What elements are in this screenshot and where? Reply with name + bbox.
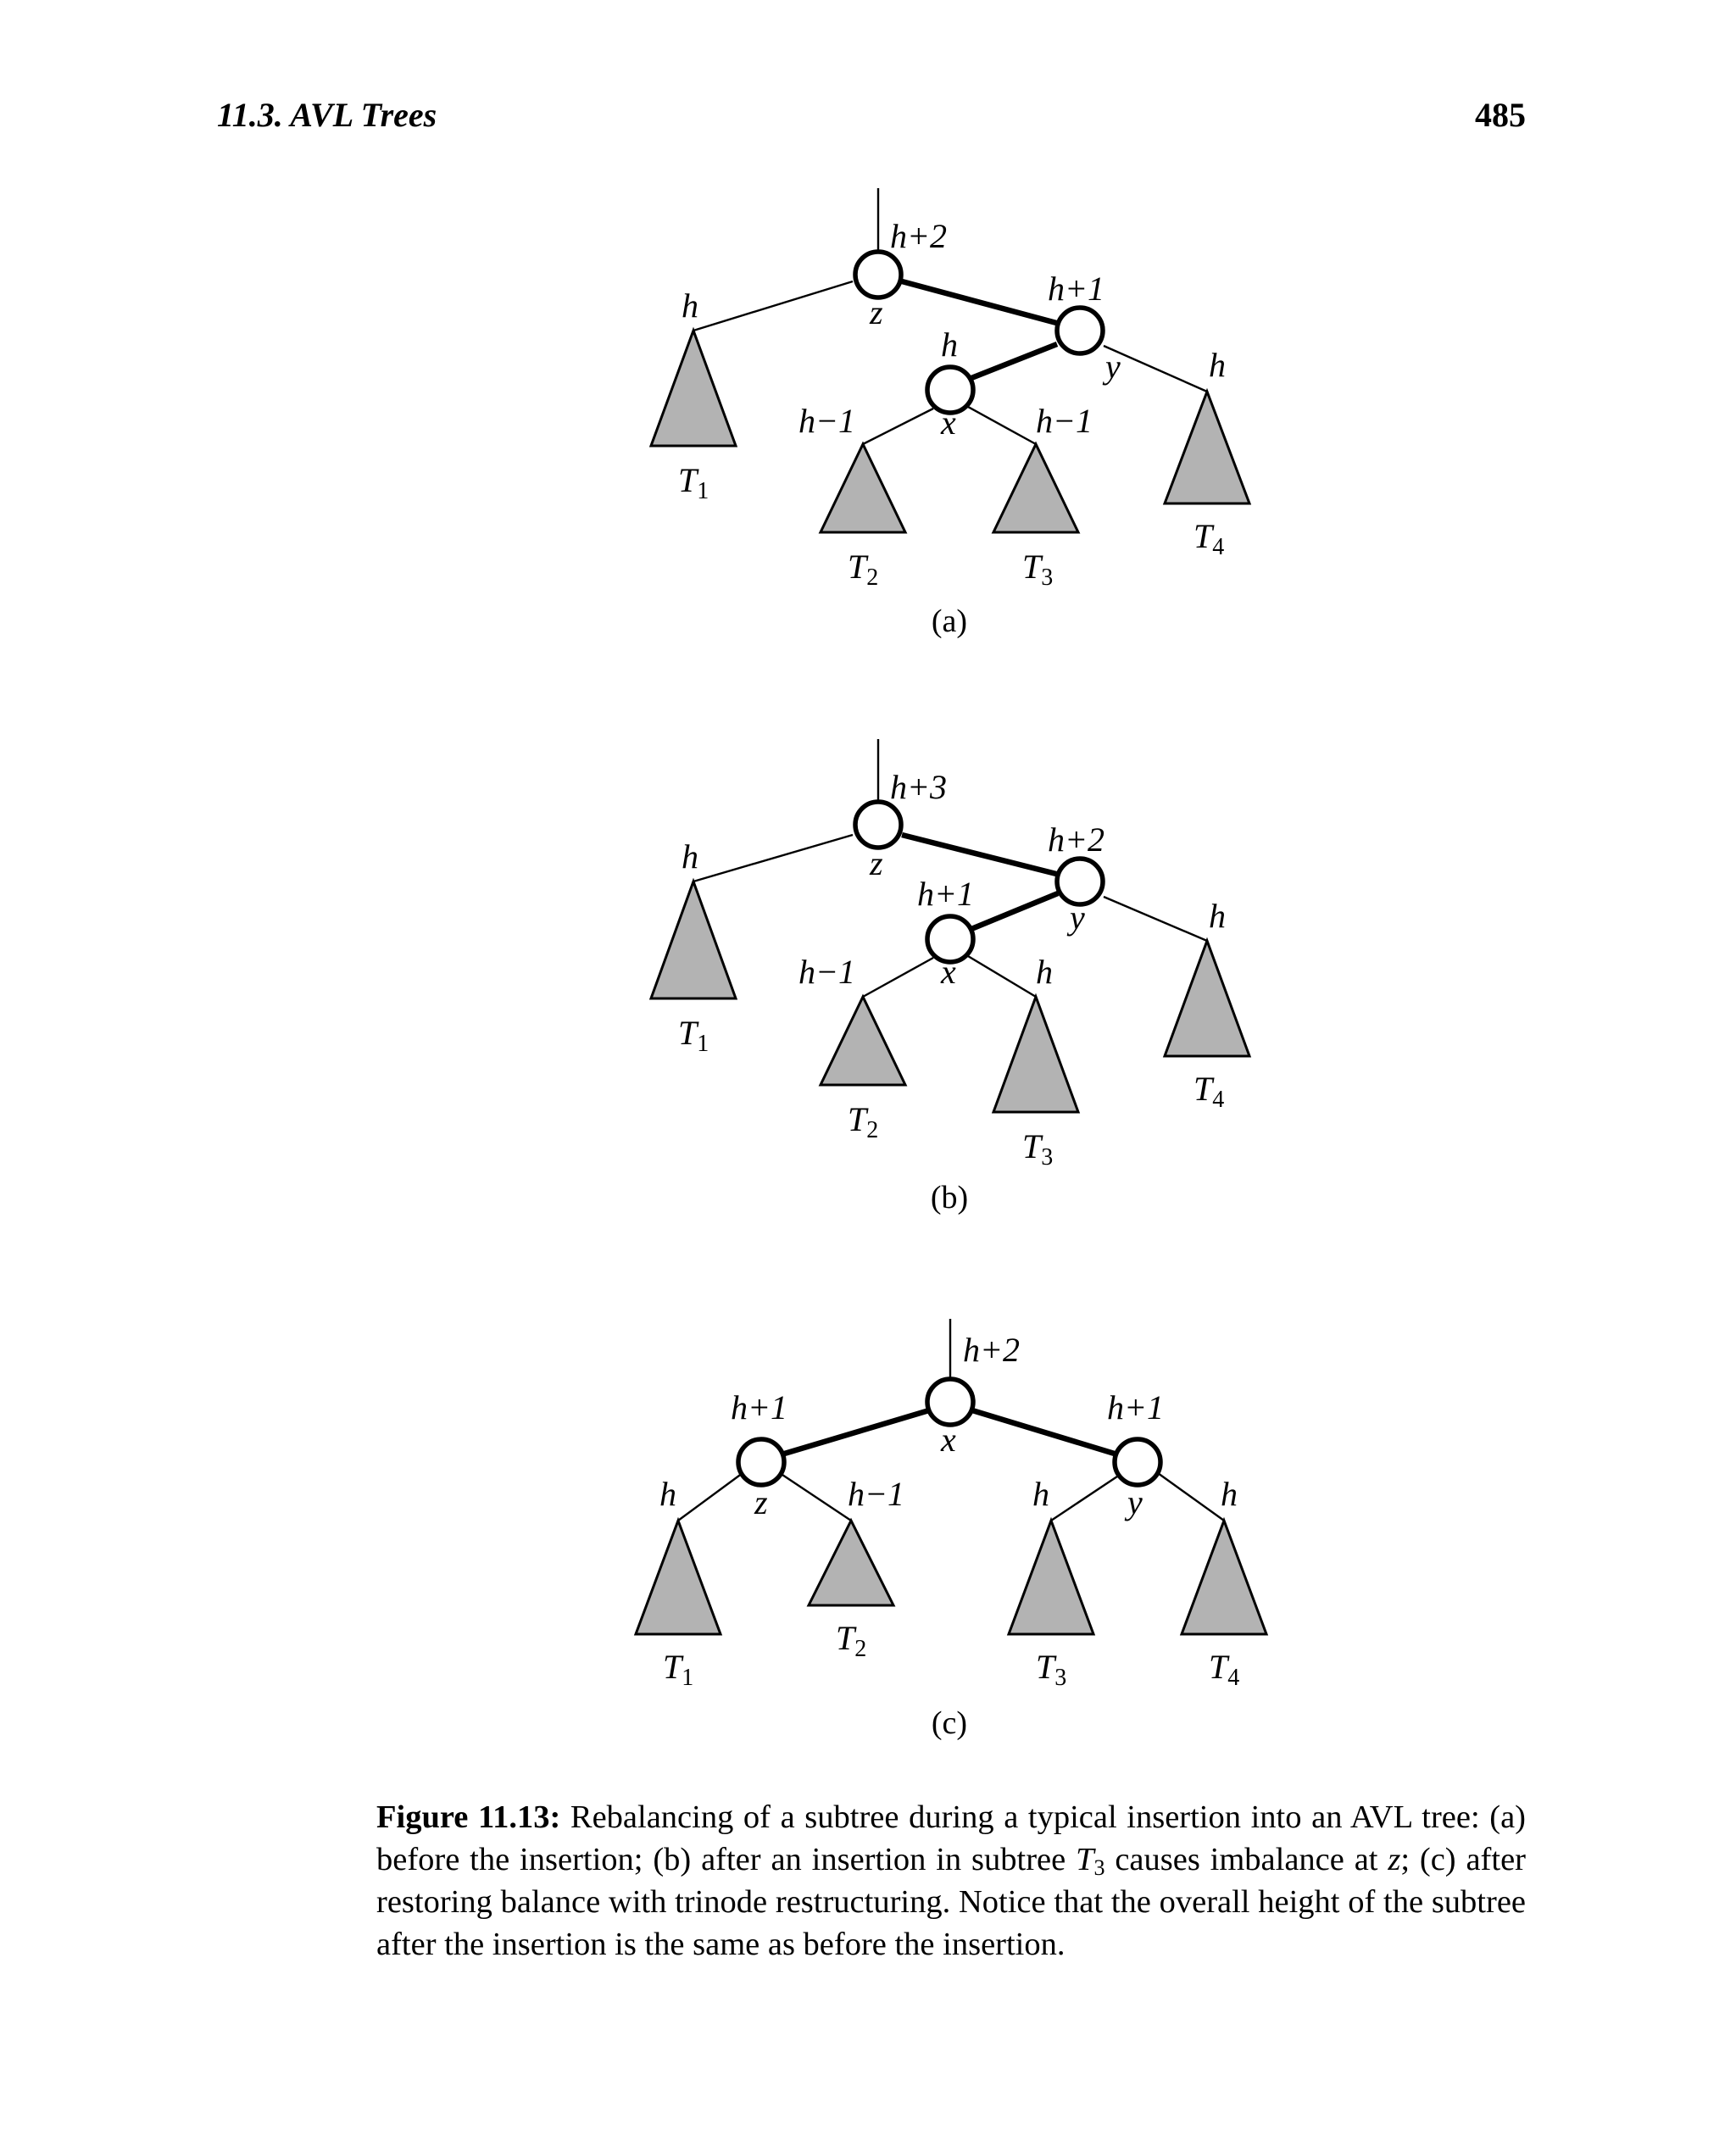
label-t3: $T_3$ xyxy=(1022,1127,1054,1171)
edge-x-z xyxy=(782,1410,929,1454)
panel-c xyxy=(636,1319,1266,1741)
page-number: 485 xyxy=(1475,96,1526,134)
subtree-t4 xyxy=(1165,941,1249,1056)
label-t3: $T_3$ xyxy=(1022,548,1054,591)
panel-b xyxy=(651,739,1249,1215)
edge-z-y xyxy=(902,281,1060,324)
caption-text-2: causes imbalance at xyxy=(1104,1841,1388,1877)
label-z-left-height: h xyxy=(682,286,698,325)
caption-text-3: ; (c) after restoring balance with trinode restructuring. Notice that the overall height of the subtree after the insertion is the same as before the insertion. xyxy=(376,1841,1526,1962)
label-root-height: h+2 xyxy=(890,217,947,255)
subtree-t2 xyxy=(809,1521,893,1605)
label-t2: $T_2$ xyxy=(848,548,879,591)
edge-y-t3 xyxy=(1051,1473,1122,1521)
node-x xyxy=(927,1379,973,1425)
label-t1: $T_1$ xyxy=(678,461,709,504)
edge-z-y xyxy=(902,835,1060,875)
label-t1: $T_1$ xyxy=(663,1648,694,1691)
label-y-right-height: h xyxy=(1221,1475,1238,1513)
label-t4: $T_4$ xyxy=(1194,517,1225,560)
node-y xyxy=(1057,308,1103,353)
edge-z-t1 xyxy=(693,281,853,331)
edge-y-x xyxy=(971,344,1057,378)
subtree-t3 xyxy=(993,997,1078,1112)
label-z: z xyxy=(754,1483,768,1521)
panel-a xyxy=(651,188,1249,639)
edge-x-t3 xyxy=(968,407,1036,444)
subtree-t1 xyxy=(651,881,736,998)
caption-t-var: T xyxy=(1076,1841,1094,1877)
subtree-t2 xyxy=(821,444,905,532)
panel-caption-a: (a) xyxy=(931,603,968,639)
label-y-right-height: h xyxy=(1209,346,1226,384)
label-t4: $T_4$ xyxy=(1209,1648,1240,1691)
label-t2: $T_2$ xyxy=(836,1619,867,1662)
label-x-right-height: h xyxy=(1036,953,1053,991)
node-z xyxy=(855,802,901,848)
label-y-height: h+1 xyxy=(1048,270,1104,308)
label-x-left-height: h−1 xyxy=(798,953,855,991)
label-z-left-height: h xyxy=(659,1475,676,1513)
label-x: x xyxy=(941,403,956,442)
label-x-height: h xyxy=(941,325,958,364)
label-x: x xyxy=(941,1421,956,1459)
caption-text-1: Rebalancing of a subtree during a typical insertion into an AVL tree: (a) before the insertion; (b) after an insertion in subtree xyxy=(376,1799,1526,1877)
node-y xyxy=(1057,859,1103,904)
edge-y-t4 xyxy=(1104,897,1207,941)
label-z: z xyxy=(870,293,883,331)
edge-x-t3 xyxy=(968,956,1036,997)
label-y-height: h+2 xyxy=(1048,820,1104,859)
subtree-t3 xyxy=(1009,1521,1093,1634)
label-y: y xyxy=(1127,1483,1143,1521)
label-t1: $T_1$ xyxy=(678,1014,709,1057)
label-x-left-height: h−1 xyxy=(798,402,855,440)
panel-caption-c: (c) xyxy=(931,1705,968,1741)
label-y-height: h+1 xyxy=(1107,1388,1164,1426)
subtree-t3 xyxy=(993,444,1078,532)
figure-caption xyxy=(376,1796,1526,1966)
subtree-t1 xyxy=(651,331,736,446)
label-z-left-height: h xyxy=(682,837,698,876)
node-z xyxy=(855,252,901,298)
edge-y-x xyxy=(971,893,1058,929)
subtree-t4 xyxy=(1182,1521,1266,1634)
subtree-t2 xyxy=(821,997,905,1085)
label-t2: $T_2$ xyxy=(848,1100,879,1143)
node-z xyxy=(738,1439,784,1485)
subtree-t1 xyxy=(636,1521,721,1634)
caption-z-var: z xyxy=(1388,1841,1401,1877)
label-z-height: h+1 xyxy=(731,1388,787,1426)
edge-x-t2 xyxy=(863,409,933,444)
label-z: z xyxy=(870,844,883,882)
section-title: 11.3. AVL Trees xyxy=(217,96,437,134)
label-y-right-height: h xyxy=(1209,897,1226,935)
label-t4: $T_4$ xyxy=(1194,1070,1225,1113)
label-t3: $T_3$ xyxy=(1036,1648,1067,1691)
label-x-height: h+1 xyxy=(917,875,974,913)
label-y: y xyxy=(1105,348,1121,386)
edge-x-y xyxy=(972,1410,1117,1454)
label-x: x xyxy=(941,953,956,991)
label-y-left-height: h xyxy=(1032,1475,1049,1513)
edge-y-t4 xyxy=(1158,1473,1224,1521)
label-root-height: h+3 xyxy=(890,768,947,806)
panel-caption-b: (b) xyxy=(930,1180,969,1215)
node-y xyxy=(1115,1439,1160,1485)
label-x-right-height: h−1 xyxy=(1036,402,1093,440)
label-y: y xyxy=(1070,898,1085,937)
figure-label: Figure 11.13: xyxy=(376,1799,561,1835)
edge-z-t2 xyxy=(780,1473,851,1521)
subtree-t4 xyxy=(1165,392,1249,503)
edge-x-t2 xyxy=(863,958,933,997)
label-z-right-height: h−1 xyxy=(848,1475,904,1513)
caption-t-sub: 3 xyxy=(1093,1855,1105,1880)
edge-z-t1 xyxy=(678,1473,743,1521)
label-root-height: h+2 xyxy=(963,1331,1020,1369)
edge-z-t1 xyxy=(693,835,853,881)
